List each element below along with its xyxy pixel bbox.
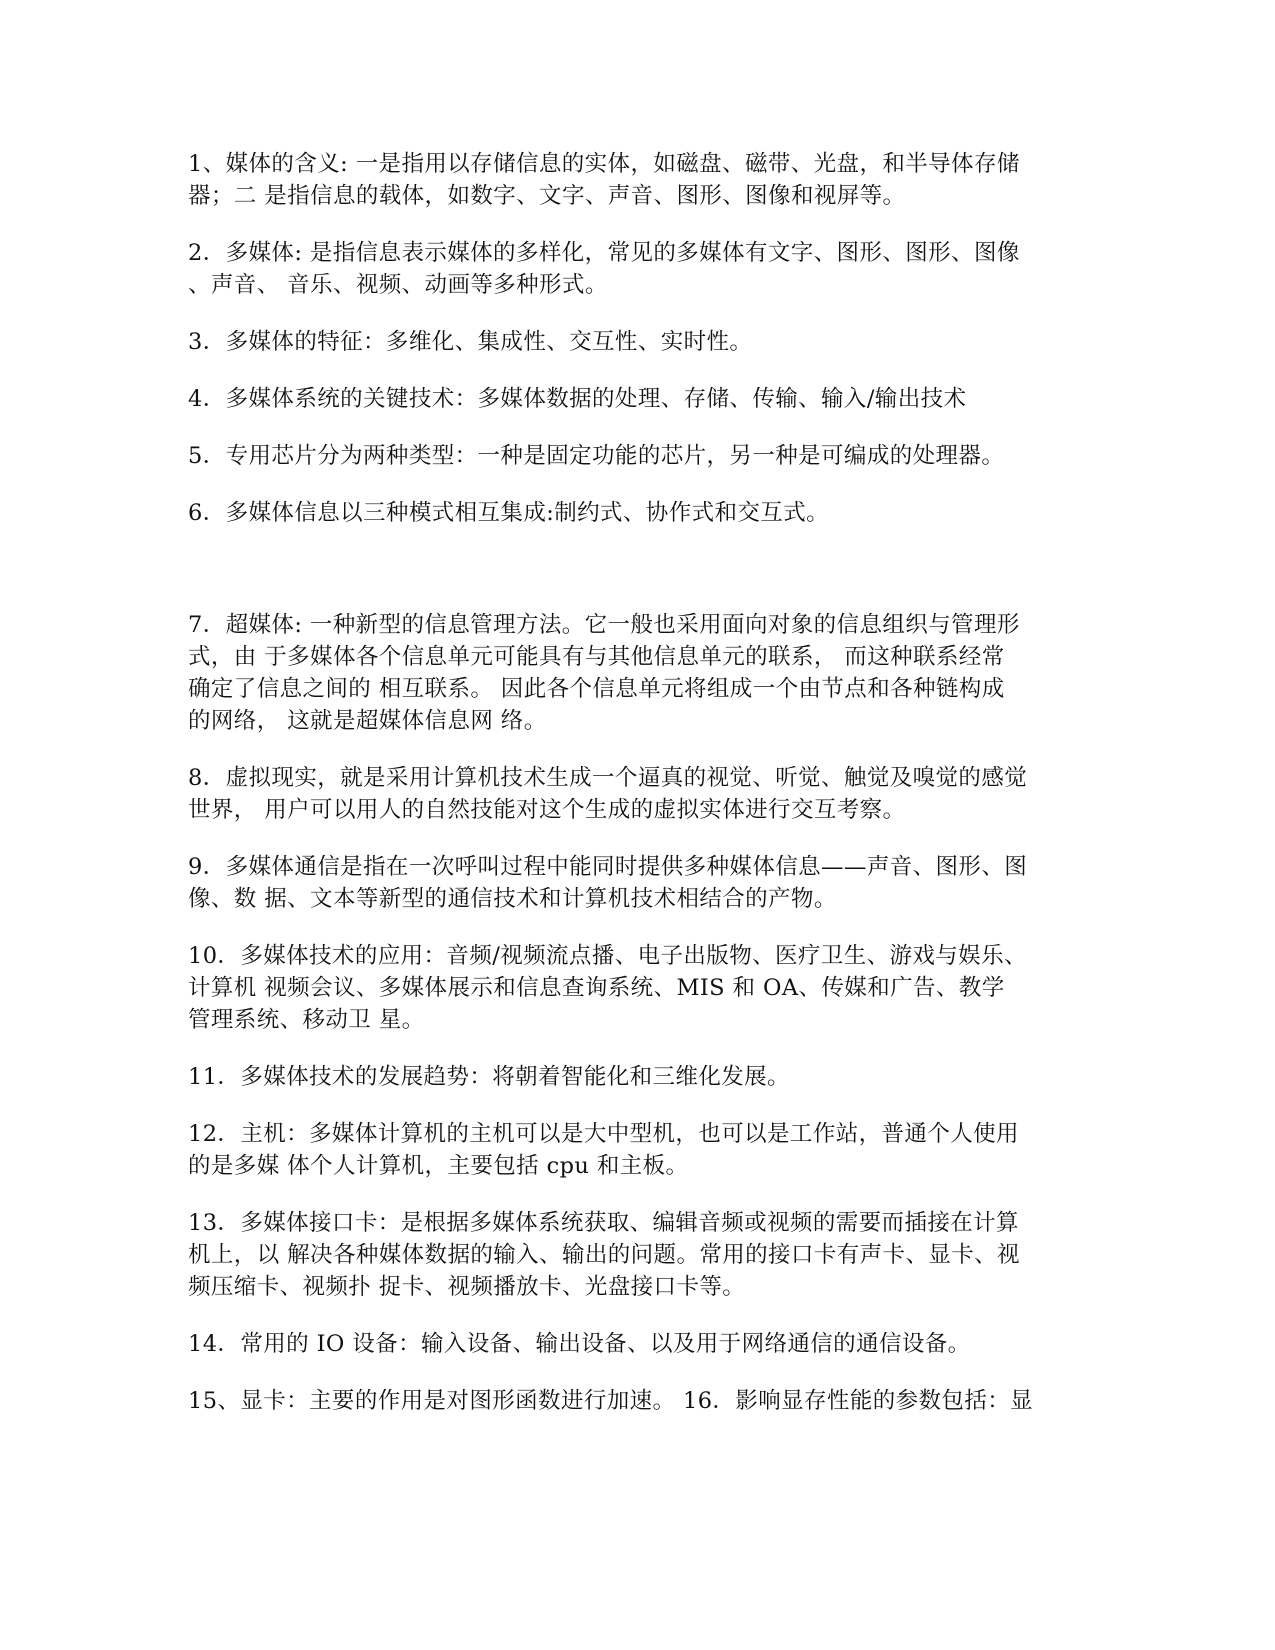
- paragraph-line: 6．多媒体信息以三种模式相互集成:制约式、协作式和交互式。: [188, 500, 829, 526]
- document-body: [188, 148, 1093, 1417]
- paragraph-line: 式，由 于多媒体各个信息单元可能具有与其他信息单元的联系， 而这种联系经常: [188, 644, 1005, 670]
- paragraph-line: 、声音、 音乐、视频、动画等多种形式。: [188, 272, 608, 298]
- paragraph-line: 8．虚拟现实，就是采用计算机技术生成一个逼真的视觉、听觉、触觉及嗅觉的感觉: [188, 765, 1028, 791]
- paragraph-8: [188, 762, 1093, 826]
- paragraph-line: 11．多媒体技术的发展趋势：将朝着智能化和三维化发展。: [188, 1064, 790, 1090]
- paragraph-line: 12．主机：多媒体计算机的主机可以是大中型机，也可以是工作站，普通个人使用: [188, 1121, 1019, 1147]
- paragraph-line: 频压缩卡、视频扑 捉卡、视频播放卡、光盘接口卡等。: [188, 1274, 746, 1300]
- paragraph-14: [188, 1328, 1093, 1360]
- paragraph-line: 5．专用芯片分为两种类型：一种是固定功能的芯片，另一种是可编成的处理器。: [188, 443, 1005, 469]
- paragraph-15: [188, 1385, 1093, 1417]
- paragraph-line: 的网络， 这就是超媒体信息网 络。: [188, 708, 547, 734]
- paragraph-line: 1、媒体的含义: 一是指用以存储信息的实体，如磁盘、磁带、光盘，和半导体存储: [188, 151, 1020, 177]
- paragraph-12: [188, 1118, 1093, 1182]
- paragraph-1: [188, 148, 1093, 212]
- paragraph-2: [188, 237, 1093, 301]
- paragraph-10: [188, 940, 1093, 1036]
- paragraph-line: 计算机 视频会议、多媒体展示和信息查询系统、MIS 和 OA、传媒和广告、教学: [188, 975, 1005, 1001]
- paragraph-line: 像、数 据、文本等新型的通信技术和计算机技术相结合的产物。: [188, 886, 837, 912]
- paragraph-line: 4．多媒体系统的关键技术：多媒体数据的处理、存储、传输、输入/输出技术: [188, 386, 967, 412]
- paragraph-13: [188, 1207, 1093, 1303]
- paragraph-line: 管理系统、移动卫 星。: [188, 1007, 425, 1033]
- paragraph-3: [188, 326, 1093, 358]
- paragraph-line: 2．多媒体: 是指信息表示媒体的多样化，常见的多媒体有文字、图形、图形、图像: [188, 240, 1020, 266]
- paragraph-line: 7．超媒体: 一种新型的信息管理方法。它一般也采用面向对象的信息组织与管理形: [188, 612, 1020, 638]
- paragraph-line: 器；二 是指信息的载体，如数字、文字、声音、图形、图像和视屏等。: [188, 183, 906, 209]
- paragraph-5: [188, 440, 1093, 472]
- paragraph-6: [188, 497, 1093, 529]
- paragraph-line: 世界， 用户可以用人的自然技能对这个生成的虚拟实体进行交互考察。: [188, 797, 906, 823]
- paragraph-11: [188, 1061, 1093, 1093]
- paragraph-line: 13．多媒体接口卡：是根据多媒体系统获取、编辑音频或视频的需要而插接在计算: [188, 1210, 1019, 1236]
- paragraph-line: 确定了信息之间的 相互联系。 因此各个信息单元将组成一个由节点和各种链构成: [188, 676, 1005, 702]
- paragraph-9: [188, 851, 1093, 915]
- paragraph-line: 15、显卡：主要的作用是对图形函数进行加速。 16．影响显存性能的参数包括：显: [188, 1388, 1034, 1414]
- paragraph-line: 的是多媒 体个人计算机，主要包括 cpu 和主板。: [188, 1153, 689, 1179]
- paragraph-line: 9．多媒体通信是指在一次呼叫过程中能同时提供多种媒体信息——声音、图形、图: [188, 854, 1028, 880]
- paragraph-line: 14．常用的 IO 设备：输入设备、输出设备、以及用于网络通信的通信设备。: [188, 1331, 971, 1357]
- paragraph-line: 3．多媒体的特征：多维化、集成性、交互性、实时性。: [188, 329, 753, 355]
- paragraph-4: [188, 383, 1093, 415]
- paragraph-7: [188, 609, 1093, 737]
- paragraph-line: 10．多媒体技术的应用：音频/视频流点播、电子出版物、医疗卫生、游戏与娱乐、: [188, 943, 1027, 969]
- paragraph-line: 机上，以 解决各种媒体数据的输入、输出的问题。常用的接口卡有声卡、显卡、视: [188, 1242, 1020, 1268]
